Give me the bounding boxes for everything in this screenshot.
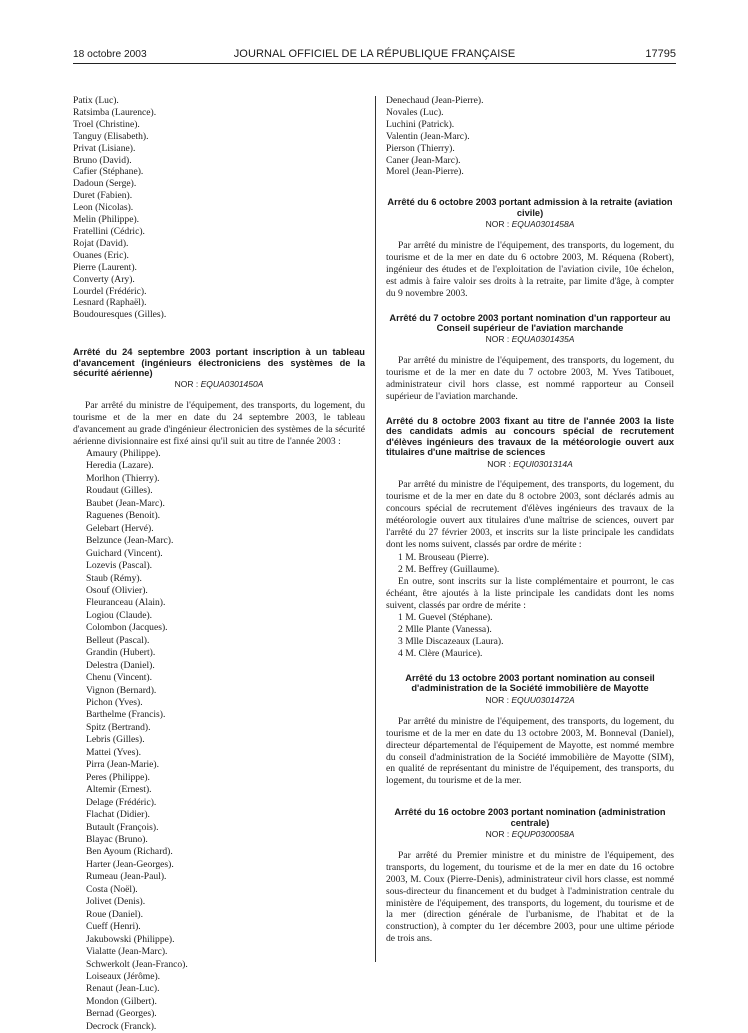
list-item: Mondon (Gilbert). — [86, 995, 157, 1007]
list-item: Raguenes (Benoit). — [86, 510, 161, 522]
nor-label: NOR : — [485, 829, 512, 840]
list-item: Privat (Lisiane). — [73, 142, 136, 154]
list-item: Morel (Jean-Pierre). — [386, 166, 464, 178]
list-item: Gelebart (Hervé). — [86, 522, 154, 534]
list-item: Harter (Jean-Georges). — [86, 858, 174, 870]
list-item: Baubet (Jean-Marc). — [86, 497, 165, 509]
list-item: Decrock (Franck). — [86, 1020, 157, 1032]
list-item: Lebris (Gilles). — [86, 734, 145, 746]
list-item: Jakubowski (Philippe). — [86, 933, 175, 945]
list-item: Jolivet (Denis). — [86, 896, 146, 908]
list-item: Tanguy (Elisabeth). — [73, 130, 149, 142]
list-item: Caner (Jean-Marc). — [386, 154, 461, 166]
article-16-octobre — [386, 807, 674, 945]
article-24-septembre — [73, 347, 365, 1033]
list-item: Staub (Rémy). — [86, 572, 142, 584]
list-item: Belzunce (Jean-Marc). — [86, 535, 174, 547]
nor-code: EQUA0301450A — [200, 379, 264, 390]
article-body: Par arrêté du ministre de l'équipement, des transports, du logement, du tourisme et de la mer en date du 7 octobre 2003, M. Yves Tatibouet, administrateur civil hors classe, est nommé rapporteur au Conseil supérieur de l'aviation marchande. — [386, 355, 674, 403]
article-body: Par arrêté du ministre de l'équipement, des transports, du logement, du tourisme et de la mer en date du 24 septembre 2003, le tableau d'avancement au grade d'ingénieur électronicien des systèmes de la sécurité aérienne divisionnaire est fixé ainsi qu'il suit au titre de l'année 2003 : — [73, 400, 365, 448]
article-title: Arrêté du 8 octobre 2003 fixant au titre de l'année 2003 la liste des candidats admis au concours spécial de recrutement d'élèves ingénieurs des travaux de la météorologie ouvert aux titulaires d'une maîtrise de sciences — [386, 415, 674, 458]
list-item: Mattei (Yves). — [86, 746, 141, 758]
list-item: Pierre (Laurent). — [73, 261, 137, 273]
article-body: Par arrêté du ministre de l'équipement, des transports, du logement, du tourisme et de la mer en date du 13 octobre 2003, M. Bonneval (Daniel), directeur départemental de l'équipement de Mayotte, est nommé membre du conseil d'administration de la Société immobilière de Mayotte (SIM), en qualité de représentant du ministre de l'équipement, des transports, du logement, du tourisme et de la mer. — [386, 715, 674, 787]
list-item: Loiseaux (Jérôme). — [86, 971, 161, 982]
list-item: Belleut (Pascal). — [86, 634, 150, 646]
page-number: 17795 — [645, 48, 676, 60]
list-item: 4 M. Clère (Maurice). — [398, 648, 483, 660]
list-item: Osouf (Olivier). — [86, 584, 148, 596]
list-item: Grandin (Hubert). — [86, 647, 156, 659]
list-item: Boudouresques (Gilles). — [73, 309, 167, 321]
names-list-continued — [73, 95, 365, 321]
article-title: Arrêté du 7 octobre 2003 portant nomination d'un rapporteur au Conseil supérieur de l'aviation marchande — [389, 312, 671, 333]
article-body: Par arrêté du ministre de l'équipement, des transports, du logement, du tourisme et de la mer en date du 6 octobre 2003, M. Réquena (Robert), ingénieur des études et de l'exploitation de l'aviation civile, 10e échelon, est admis à faire valoir ses droits à la retraite, par limite d'âge, à compter du 9 novembre 2003. — [386, 240, 674, 299]
list-item: Pichon (Yves). — [86, 697, 143, 709]
list-item: Roue (Daniel). — [86, 908, 144, 920]
list-item: Leon (Nicolas). — [73, 202, 134, 214]
advancement-names-list — [73, 448, 365, 1033]
list-item: Morlhon (Thierry). — [86, 472, 160, 484]
list-item: Heredia (Lazare). — [86, 460, 154, 472]
list-item: Pirra (Jean-Marie). — [86, 759, 159, 771]
list-item: Lozevis (Pascal). — [86, 560, 153, 572]
list-item: Amaury (Philippe). — [86, 447, 161, 459]
list-item: Dadoun (Serge). — [73, 178, 137, 190]
list-item: Denechaud (Jean-Pierre). — [386, 95, 484, 106]
list-item: Colombon (Jacques). — [86, 622, 168, 634]
list-item: Costa (Noël). — [86, 883, 138, 895]
list-item: Pierson (Thierry). — [386, 142, 455, 154]
list-item: Blayac (Bruno). — [86, 834, 148, 846]
list-item: Cafier (Stéphane). — [73, 166, 144, 178]
list-item: Delestra (Daniel). — [86, 659, 155, 671]
nor-label: NOR : — [485, 694, 512, 705]
list-item: Fleuranceau (Alain). — [86, 597, 166, 609]
right-column — [386, 95, 674, 945]
article-body-complementary: En outre, sont inscrits sur la liste complémentaire et pourront, le cas échéant, être ajoutés à la liste principale les candidats dont les noms suivent, classés par ordre de mérite : — [386, 575, 674, 611]
list-item: Troel (Christine). — [73, 118, 140, 130]
list-item: Schwerkolt (Jean-Franco). — [86, 958, 188, 970]
nor-reference — [386, 829, 674, 841]
list-item: Bruno (David). — [73, 154, 132, 166]
list-item: Flachat (Didier). — [86, 809, 150, 821]
nor-reference — [386, 459, 674, 471]
article-13-octobre — [386, 673, 674, 787]
nor-label: NOR : — [485, 334, 512, 345]
list-item: Roudaut (Gilles). — [86, 485, 153, 497]
list-item: Novales (Luc). — [386, 106, 444, 118]
list-item: Cueff (Henri). — [86, 921, 141, 933]
nor-code: EQUA0301458A — [511, 219, 575, 230]
column-divider — [375, 96, 376, 962]
list-item: 1 M. Guevel (Stéphane). — [398, 612, 493, 624]
list-item: Logiou (Claude). — [86, 609, 153, 621]
list-item: Rumeau (Jean-Paul). — [86, 871, 167, 883]
list-item: 3 Mlle Discazeaux (Laura). — [398, 636, 504, 648]
list-item: Vialatte (Jean-Marc). — [86, 946, 168, 958]
left-column — [73, 95, 365, 1033]
nor-label: NOR : — [174, 379, 201, 390]
nor-reference — [73, 379, 365, 391]
nor-code: EQUU0301472A — [511, 694, 575, 705]
article-8-octobre — [386, 416, 674, 660]
list-item: 1 M. Brouseau (Pierre). — [398, 551, 489, 563]
list-item: Peres (Philippe). — [86, 771, 150, 783]
list-item: Ben Ayoum (Richard). — [86, 846, 173, 858]
nor-reference — [386, 334, 674, 346]
article-6-octobre — [386, 197, 674, 299]
list-item: Renaut (Jean-Luc). — [86, 983, 160, 995]
list-item: 2 M. Beffrey (Guillaume). — [398, 563, 500, 575]
list-item: Chenu (Vincent). — [86, 672, 153, 684]
list-item: Luchini (Patrick). — [386, 118, 455, 130]
names-list-continued-right — [386, 95, 674, 178]
article-title: Arrêté du 6 octobre 2003 portant admission à la retraite (aviation civile) — [387, 197, 673, 218]
nor-reference — [386, 695, 674, 707]
nor-code: EQUI0301314A — [513, 458, 573, 469]
list-item: Melin (Philippe). — [73, 214, 140, 226]
nor-reference — [386, 219, 674, 231]
list-item: Lesnard (Raphaël). — [73, 297, 147, 309]
list-item: Guichard (Vincent). — [86, 547, 163, 559]
list-item: Ratsimba (Laurence). — [73, 106, 157, 118]
nor-code: EQUA0301435A — [511, 334, 575, 345]
nor-label: NOR : — [487, 458, 514, 469]
article-title: Arrêté du 16 octobre 2003 portant nomination (administration centrale) — [394, 807, 666, 828]
list-item: Delage (Frédéric). — [86, 796, 157, 808]
nor-code: EQUP0300058A — [511, 829, 575, 840]
list-item: Rojat (David). — [73, 237, 129, 249]
list-item: Vignon (Bernard). — [86, 684, 157, 696]
article-title: Arrêté du 24 septembre 2003 portant inscription à un tableau d'avancement (ingénieurs électroniciens des systèmes de la sécurité aérienne) — [73, 347, 365, 379]
article-body: Par arrêté du ministre de l'équipement, des transports, du logement, du tourisme et de la mer en date du 8 octobre 2003, sont déclarés admis au concours spécial de recrutement d'élèves ingénieurs des travaux de la météorologie ouvert aux titulaires d'une maîtrise de sciences, ouvert par l'arrêté du 27 février 2003, et inscrits sur la liste principale les candidats dont les noms suivent, classés par ordre de mérite : — [386, 479, 674, 550]
list-item: Duret (Fabien). — [73, 190, 133, 202]
list-item: Ouanes (Eric). — [73, 249, 129, 261]
list-item: Patix (Luc). — [73, 95, 119, 106]
header-date: 18 octobre 2003 — [73, 49, 147, 60]
article-title: Arrêté du 13 octobre 2003 portant nomination au conseil d'administration de la Société immobilière de Mayotte — [405, 673, 655, 694]
article-7-octobre — [386, 313, 674, 403]
list-item: 2 Mlle Plante (Vanessa). — [398, 624, 492, 636]
list-item: Butault (François). — [86, 821, 159, 833]
list-item: Fratellini (Cédric). — [73, 225, 145, 237]
list-item: Altemir (Ernest). — [86, 784, 152, 796]
article-body: Par arrêté du Premier ministre et du ministre de l'équipement, des transports, du logement, du tourisme et de la mer en date du 16 octobre 2003, M. Coux (Pierre-Denis), administrateur civil hors classe, est nommé sous-directeur du financement et du budget à l'administration centrale du ministère de l'équipement, des transports, du logement, du tourisme et de la mer (direction générale de l'urbanisme, de l'habitat et de la construction), à compter du 1er décembre 2003, pour une ultime période de trois ans. — [386, 849, 674, 945]
list-item: Spitz (Bertrand). — [86, 721, 151, 733]
list-item: Bernad (Georges). — [86, 1008, 157, 1020]
list-item: Valentin (Jean-Marc). — [386, 130, 470, 142]
list-item: Barthelme (Francis). — [86, 709, 166, 721]
header-rule — [73, 63, 676, 64]
list-item: Lourdel (Frédéric). — [73, 285, 147, 297]
complementary-list — [386, 612, 674, 660]
list-item: Converty (Ary). — [73, 273, 135, 285]
nor-label: NOR : — [485, 219, 512, 230]
journal-title: JOURNAL OFFICIEL DE LA RÉPUBLIQUE FRANÇAISE — [233, 48, 516, 60]
main-list — [386, 552, 674, 576]
page-header — [73, 47, 676, 63]
